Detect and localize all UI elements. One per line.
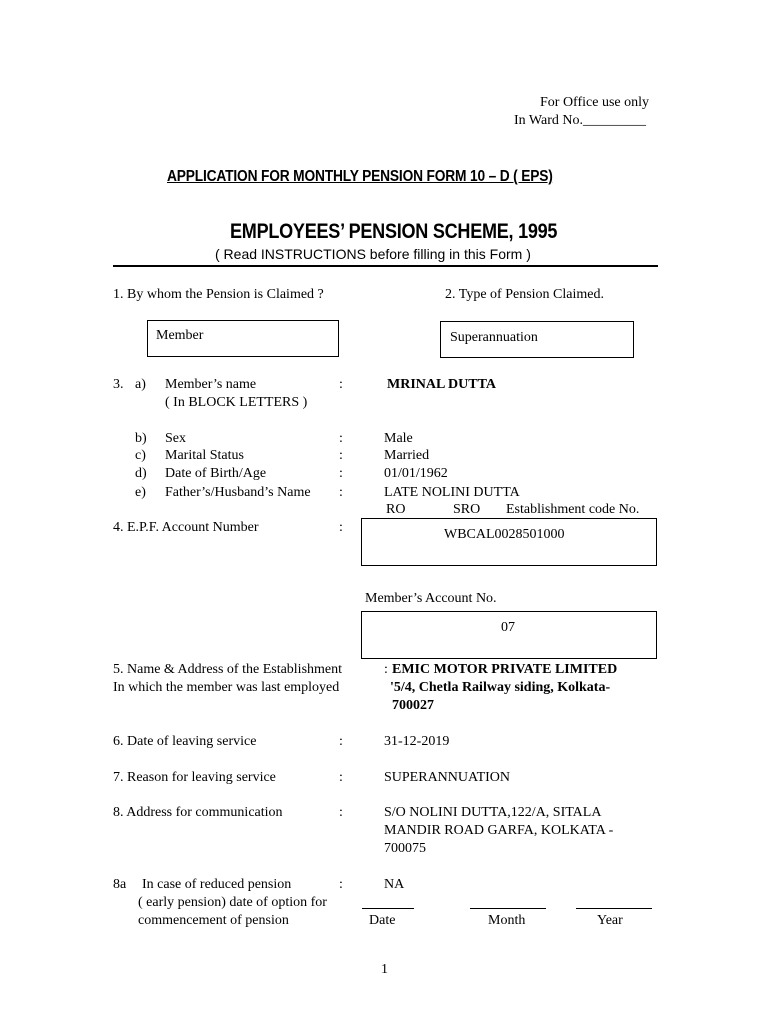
epf-account-value: WBCAL0028501000	[444, 527, 565, 542]
marital-status-label: Marital Status	[165, 448, 244, 463]
ward-number-field: In Ward No._________	[514, 113, 646, 128]
leaving-date-value: 31-12-2019	[384, 734, 450, 749]
member-account-box[interactable]	[361, 611, 657, 659]
q3a-letter: a)	[135, 377, 146, 392]
colon: :	[339, 770, 343, 785]
colon: :	[384, 662, 388, 677]
colon: :	[339, 485, 343, 500]
establishment-label: 5. Name & Address of the Establishment	[113, 662, 343, 677]
member-name-value: MRINAL DUTTA	[387, 377, 497, 392]
q8a-number: 8a	[113, 877, 127, 892]
dob-label: Date of Birth/Age	[165, 466, 267, 481]
reduced-pension-value: NA	[384, 877, 405, 892]
q3-number: 3.	[113, 377, 124, 392]
month-label: Month	[488, 913, 526, 928]
establishment-address-value: '5/4, Chetla Railway siding, Kolkata-	[390, 680, 611, 695]
ro-label: RO	[386, 502, 406, 517]
q3e-letter: e)	[135, 485, 146, 500]
father-husband-name-value: LATE NOLINI DUTTA	[384, 485, 520, 500]
establishment-label-2: In which the member was last employed	[113, 680, 340, 695]
colon: :	[339, 877, 343, 892]
colon: :	[339, 734, 343, 749]
epf-account-box[interactable]	[361, 518, 657, 566]
establishment-code-label: Establishment code No.	[506, 502, 640, 517]
pension-type-value: Superannuation	[450, 330, 538, 345]
colon: :	[339, 377, 343, 392]
dob-value: 01/01/1962	[384, 466, 448, 481]
q3d-letter: d)	[135, 466, 147, 481]
pension-type-box[interactable]	[440, 321, 634, 358]
sro-label: SRO	[453, 502, 481, 517]
member-account-value: 07	[501, 620, 515, 635]
marital-status-value: Married	[384, 448, 430, 463]
communication-address-line3: 700075	[384, 841, 426, 856]
date-blank-line	[362, 908, 414, 909]
office-use-label: For Office use only	[540, 95, 649, 110]
member-account-label: Member’s Account No.	[365, 591, 497, 606]
title-divider	[113, 265, 658, 267]
page-number: 1	[381, 962, 388, 977]
scheme-title: EMPLOYEES’ PENSION SCHEME, 1995	[230, 220, 558, 243]
month-blank-line	[470, 908, 546, 909]
reduced-pension-label-2: ( early pension) date of option for	[138, 895, 327, 910]
colon: :	[339, 466, 343, 481]
year-label: Year	[597, 913, 623, 928]
member-name-label: Member’s name	[165, 377, 257, 392]
leaving-reason-label: 7. Reason for leaving service	[113, 770, 276, 785]
establishment-name-value: EMIC MOTOR PRIVATE LIMITED	[392, 662, 618, 677]
reduced-pension-label-3: commencement of pension	[138, 913, 289, 928]
block-letters-note: ( In BLOCK LETTERS )	[165, 395, 308, 410]
sex-label: Sex	[165, 431, 186, 446]
pension-claimed-by-value: Member	[156, 328, 204, 343]
establishment-pin-value: 700027	[392, 698, 434, 713]
leaving-reason-value: SUPERANNUATION	[384, 770, 511, 785]
q2-label: 2. Type of Pension Claimed.	[445, 287, 604, 302]
instructions-note: ( Read INSTRUCTIONS before filling in this Form )	[215, 246, 531, 262]
q3b-letter: b)	[135, 431, 147, 446]
leaving-date-label: 6. Date of leaving service	[113, 734, 257, 749]
communication-address-line1: S/O NOLINI DUTTA,122/A, SITALA	[384, 805, 602, 820]
epf-account-label: 4. E.P.F. Account Number	[113, 520, 259, 535]
year-blank-line	[576, 908, 652, 909]
colon: :	[339, 805, 343, 820]
colon: :	[339, 431, 343, 446]
reduced-pension-label: In case of reduced pension	[142, 877, 292, 892]
date-label: Date	[369, 913, 396, 928]
q1-label: 1. By whom the Pension is Claimed ?	[113, 287, 324, 302]
father-husband-name-label: Father’s/Husband’s Name	[165, 485, 311, 500]
q3c-letter: c)	[135, 448, 146, 463]
pension-claimed-by-box[interactable]	[147, 320, 339, 357]
communication-address-line2: MANDIR ROAD GARFA, KOLKATA -	[384, 823, 614, 838]
form-title: APPLICATION FOR MONTHLY PENSION FORM 10 – D ( EPS)	[167, 168, 553, 185]
colon: :	[339, 448, 343, 463]
communication-address-label: 8. Address for communication	[113, 805, 283, 820]
sex-value: Male	[384, 431, 413, 446]
colon: :	[339, 520, 343, 535]
